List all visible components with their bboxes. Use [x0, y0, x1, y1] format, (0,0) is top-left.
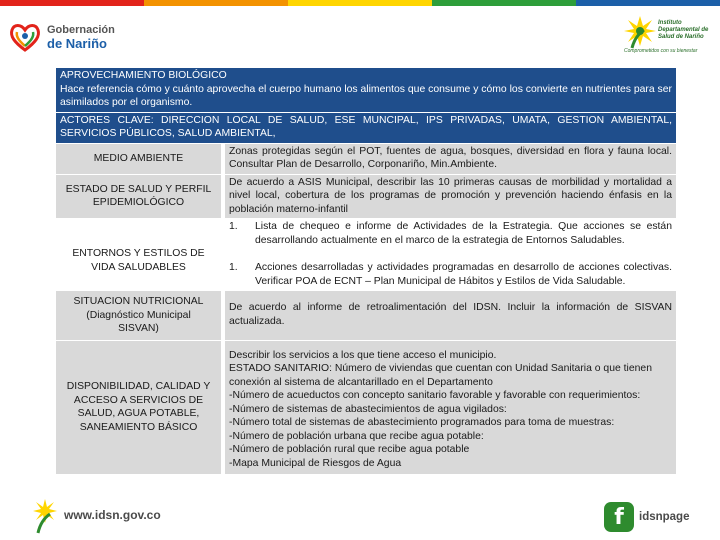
- title-block: [56, 68, 676, 112]
- detail-line: -Mapa Municipal de Riesgos de Agua: [229, 457, 402, 469]
- row-value: De acuerdo al informe de retroalimentación del IDSN. Incluir la información de SISVAN actualizada.: [221, 291, 676, 340]
- gob-line1: Gobernación: [47, 24, 115, 36]
- facebook-handle[interactable]: idsnpage: [639, 511, 690, 523]
- top-color-band: [0, 0, 720, 6]
- row-value: [221, 341, 676, 475]
- band-green: [432, 0, 576, 6]
- detail-line: -Número de sistemas de abastecimientos de agua vigilados:: [229, 403, 507, 415]
- detail-line: Describir los servicios a los que tiene acceso el municipio.: [229, 349, 497, 361]
- row-label: DISPONIBILIDAD, CALIDAD Y ACCESO A SERVICIOS DE SALUD, AGUA POTABLE, SANEAMIENTO BÁSICO: [56, 341, 221, 475]
- gob-line2: de Nariño: [47, 36, 107, 51]
- key-actors: ACTORES CLAVE: DIRECCION LOCAL DE SALUD, ESE MUNCIPAL, IPS PRIVADAS, UMATA, GESTION AMBIENTAL, SERVICIOS PÚBLICOS, SALUD AMBIENTAL,: [56, 112, 676, 143]
- footer-website[interactable]: [30, 495, 161, 535]
- table-row: [56, 143, 676, 174]
- row-label: SITUACION NUTRICIONAL (Diagnóstico Municipal SISVAN): [73, 296, 204, 334]
- row-label: ENTORNOS Y ESTILOS DE VIDA SALUDABLES: [56, 219, 221, 290]
- heart-logo-icon: [8, 20, 42, 54]
- section-description: Hace referencia cómo y cuánto aprovecha el cuerpo humano los alimentos que consume y cómo los convierte en nutrientes para ser asimilados por el organismo.: [60, 83, 672, 108]
- row-label: MEDIO AMBIENTE: [93, 152, 184, 164]
- facebook-icon[interactable]: f: [604, 502, 634, 532]
- detail-line: -Número de acueductos con concepto sanitario favorable y favorable con requerimientos:: [229, 390, 641, 401]
- section-title: APROVECHAMIENTO BIOLÓGICO: [60, 70, 227, 81]
- table-row: [56, 174, 676, 219]
- list-item: [229, 220, 672, 247]
- table-row: [56, 340, 676, 475]
- row-value: De acuerdo a ASIS Municipal, describir las 10 primeras causas de morbilidad y mortalidad a nivel local, cobertura de los programas de promoción y prevención haciendo énfasis en la población materno-infantil: [221, 175, 676, 219]
- gobernacion-logo: [8, 20, 115, 54]
- footer-social[interactable]: [604, 502, 689, 532]
- row-value: Zonas protegidas según el POT, fuentes de agua, bosques, diversidad en flora y fauna local. Consultar Plan de Desarrollo, Corponariño, Min.Ambiente.: [221, 144, 676, 174]
- detail-line: -Número de población urbana que recibe agua potable:: [229, 430, 484, 442]
- website-link[interactable]: www.idsn.gov.co: [64, 508, 161, 522]
- table-row: [56, 290, 676, 340]
- item-text: Lista de chequeo e informe de Actividades de la Estrategia. Que acciones se están desarrollando actualmente en el marco de la estrategia de Entornos Saludables.: [255, 221, 672, 246]
- detail-line: -Número de población rural que recibe agua potable: [229, 444, 470, 455]
- list-item: [229, 261, 672, 288]
- band-red: [0, 0, 144, 6]
- idsn-sunburst-icon: [622, 12, 658, 50]
- content-table: [56, 68, 676, 474]
- row-label: ESTADO DE SALUD Y PERFIL EPIDEMIOLÓGICO: [65, 183, 212, 209]
- table-row: [56, 218, 676, 290]
- idsn-small-logo-icon: [30, 496, 60, 534]
- item-text: Acciones desarrolladas y actividades programadas en desarrollo de acciones colectivas. Verificar POA de ECNT – Plan Municipal de Hábitos y Estilos de Vida Saludable.: [255, 262, 672, 287]
- item-number: 1.: [229, 221, 238, 232]
- item-number: 1.: [229, 262, 238, 273]
- row-value: [221, 219, 676, 290]
- idsn-slogan: Comprometidos con su bienestar: [624, 48, 698, 54]
- idsn-name: Instituto Departamental de Salud de Nariño: [658, 20, 709, 40]
- detail-line: -Número total de sistemas de abastecimiento programados para toma de muestras:: [229, 417, 615, 428]
- band-yellow: [288, 0, 432, 6]
- detail-line: ESTADO SANITARIO: Número de viviendas que cuentan con Unidad Sanitaria o que tienen conexión al sistema de alcantarillado en el Departamento: [229, 363, 652, 388]
- band-blue: [576, 0, 720, 6]
- band-orange: [144, 0, 288, 6]
- idsn-logo: [622, 10, 714, 60]
